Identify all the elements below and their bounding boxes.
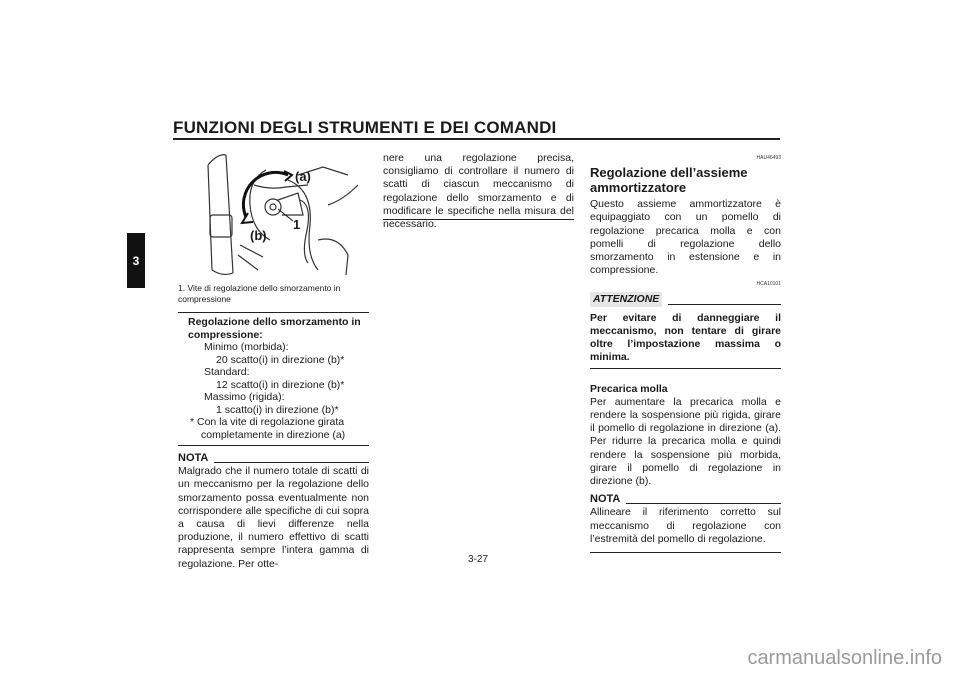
page-number: 3-27	[468, 554, 489, 565]
attention-end-rule	[590, 368, 781, 369]
attention-text: Per evitare di danneggiare il meccanismo, non tentare di girare oltre l’impostazione massima o minima.	[590, 311, 781, 364]
spec-title: Regolazione dello smorzamento in compressione:	[188, 316, 361, 341]
ref-code-1: HAU46493	[756, 155, 781, 161]
attention-heading	[590, 292, 781, 307]
watermark: carmanualsonline.info	[747, 647, 942, 669]
spec-std-label: Standard:	[204, 366, 250, 378]
nota-right-heading	[590, 493, 781, 506]
section-intro: Questo assieme ammortizzatore è equipaggiato con un pomello di regolazione precarica molla e con pomelli di regolazione dello smorzamento in estensione e in compressione.	[590, 198, 781, 277]
nota-left-rule	[214, 462, 369, 463]
middle-paragraph: nere una regolazione precisa, consigliamo di controllare il numero di scatti di ciascun meccanismo di regolazione dello smorzamento e di modificare le specifiche nella misura del necessario.	[383, 152, 574, 231]
nota-right-label: NOTA	[590, 493, 621, 506]
ref-code-2: HCA10101	[756, 281, 781, 288]
precarica-text: Per aumentare la precarica molla e rendere la sospensione più rigida, girare il pomello di regolazione in direzione (a). Per ridurre la precarica molla e quindi rendere la sospensione più morbida, girare il pomello di regolazione in direzione (b).	[590, 395, 781, 488]
section-title: Regolazione dell’assieme ammortizzatore	[590, 165, 748, 196]
spec-std-value: 12 scatto(i) in direzione (b)*	[216, 378, 345, 391]
nota-left-heading	[178, 452, 369, 465]
nota-right-end-rule	[590, 552, 781, 553]
nota-left-label: NOTA	[178, 452, 209, 464]
chapter-tab: 3	[127, 233, 145, 288]
nota-left-text: Malgrado che il numero totale di scatti di un meccanismo per la regolazione dello smorzamento possa eventualmente non corrispondere alle specifiche di cui sopra a causa di lievi differenze nella produzione, il numero effettivo di scatti rappresenta sempre l’intera gamma di regolazione. Per otte-	[178, 465, 369, 570]
right-column	[590, 152, 781, 553]
direction-label-a: (a)	[295, 169, 311, 184]
spec-box	[178, 312, 369, 446]
attention-rule	[668, 304, 781, 305]
shock-absorber-figure	[178, 145, 370, 280]
spec-min-value: 20 scatto(i) in direzione (b)*	[216, 353, 345, 366]
nota-right-rule	[626, 503, 781, 504]
spec-footnote-2: completamente in direzione (a)	[201, 428, 346, 441]
callout-number-1: 1	[293, 217, 301, 232]
shock-absorber-illustration	[178, 145, 370, 280]
spec-footnote-1: * Con la vite di regolazione girata	[190, 416, 345, 428]
page-header-title: FUNZIONI DEGLI STRUMENTI E DEI COMANDI	[173, 118, 557, 137]
figure-caption: 1. Vite di regolazione dello smorzamento in compressione	[178, 283, 341, 304]
precarica-title: Precarica molla	[590, 382, 668, 395]
middle-end-rule	[383, 219, 574, 220]
spec-min-label: Minimo (morbida):	[204, 341, 289, 353]
spec-max-value: 1 scatto(i) in direzione (b)*	[216, 403, 339, 416]
nota-right-text: Allineare il riferimento corretto sul meccanismo di regolazione con l’estremità del pomello di regolazione.	[590, 506, 781, 545]
direction-label-b: (b)	[250, 228, 267, 243]
attention-label: ATTENZIONE	[590, 292, 662, 307]
nota-left	[178, 452, 369, 571]
header-rule	[173, 138, 780, 140]
spec-max-label: Massimo (rigida):	[204, 391, 285, 403]
